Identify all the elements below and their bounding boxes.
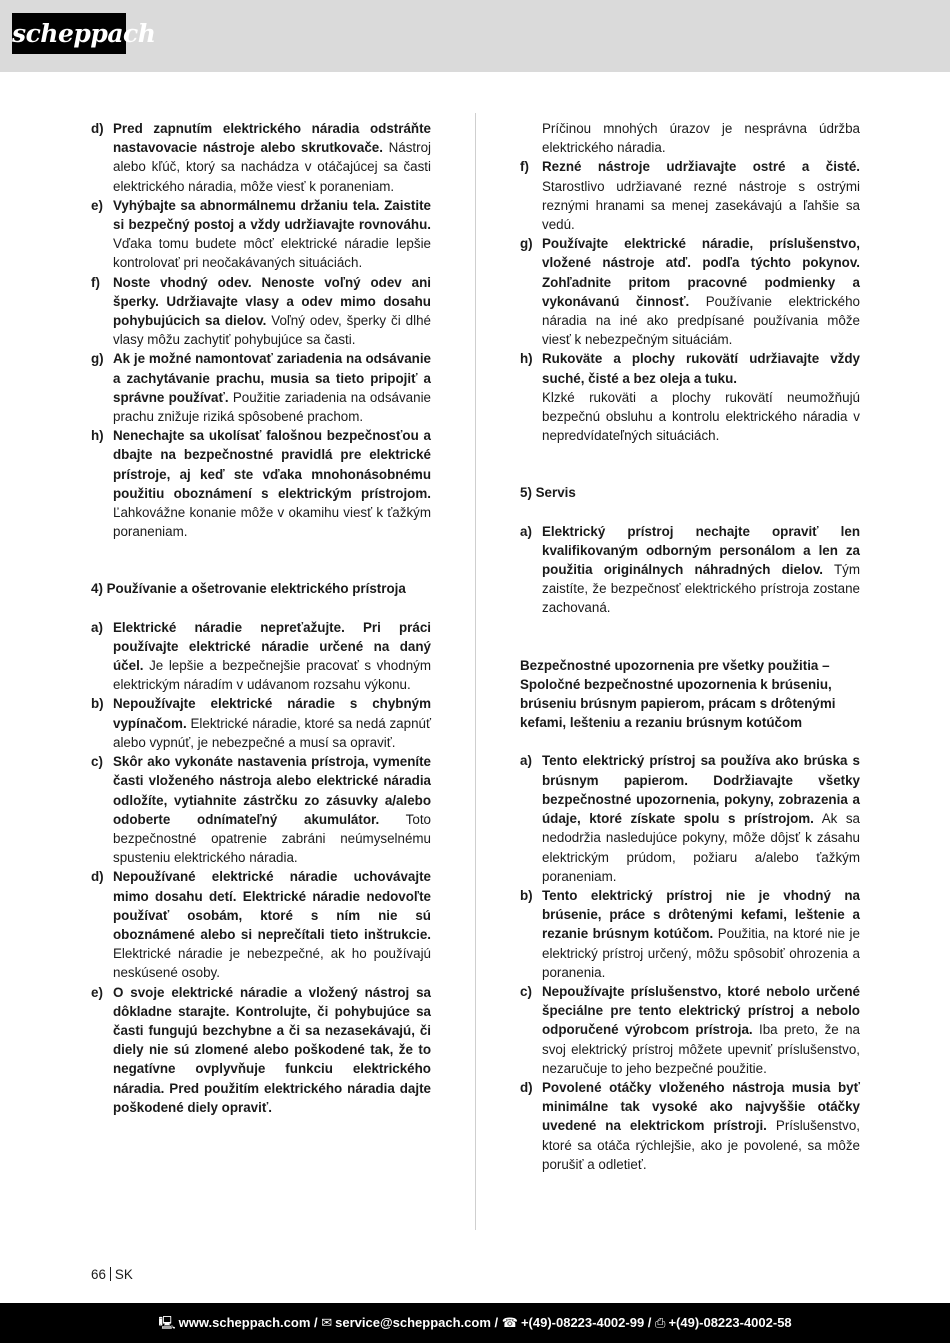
- list-item: [520, 751, 860, 885]
- item-label: d): [520, 1079, 533, 1095]
- h-continuation-text: Klzké rukoväti a plochy rukovätí neumožňujú bezpečnú obsluhu a kontrolu elektrického náradia v nepredvídateľných situáciách.: [542, 389, 860, 444]
- item-label: g): [91, 351, 104, 367]
- page-number: [91, 1265, 133, 1284]
- item-label: d): [91, 869, 104, 885]
- footer-phone: +(49)-08223-4002-99: [520, 1315, 645, 1330]
- item-text: Použitie zariadenia na odsávanie prachu znižuje riziká spôsobené prachom.: [113, 389, 431, 425]
- item-label: e): [91, 984, 103, 1000]
- item-text: Nástroj alebo kľúč, ktorý sa nachádza v otáčajúcej sa časti elektrického náradia, môže viesť k poraneniam.: [113, 140, 431, 194]
- computer-icon: 🖳: [158, 1315, 176, 1330]
- item-text: Iba preto, že na svoj elektrický prístroj môžete upevniť príslušenstvo, nezaručuje to jeho bezpečné použitie.: [542, 1022, 860, 1076]
- item-text: Príslušenstvo, ktoré sa otáča rýchlejšie, ako je povolené, sa môže porušiť a odletieť.: [542, 1118, 860, 1172]
- item-text: Elektrické náradie je nebezpečné, ak ho používajú neskúsené osoby.: [113, 946, 431, 981]
- page-number-value: 66: [91, 1267, 106, 1282]
- item-label: c): [520, 983, 532, 999]
- item-bold-text: Noste vhodný odev. Nenoste voľný odev ani šperky. Udržiavajte vlasy a odev mimo dosahu pohybujúcich sa dielov.: [113, 274, 431, 329]
- item-label: h): [520, 351, 533, 367]
- item-label: e): [91, 197, 103, 213]
- list-item: [91, 867, 431, 982]
- left-items-top: [91, 119, 431, 541]
- scheppach-logo: scheppach: [12, 13, 126, 54]
- item-bold-text: Rukoväte a plochy rukovätí udržiavajte vždy suché, čisté a bez oleja a tuku.: [542, 351, 860, 386]
- footer-mail[interactable]: service@scheppach.com: [335, 1315, 491, 1330]
- item-text: Použitia, na ktoré nie je elektrický prístroj určený, môžu spôsobiť ohrozenia a poranenia.: [542, 926, 860, 980]
- column-divider: [475, 113, 476, 1230]
- list-item: [91, 694, 431, 752]
- item-bold-text: Používajte elektrické náradie, príslušenstvo, vložené nástroje atď. podľa týchto pokynov. Zohľadnite pritom pracovné podmienky a vykonávanú činnosť.: [542, 236, 860, 309]
- list-item: [91, 752, 431, 867]
- list-item: [91, 618, 431, 695]
- fax-icon: ⎙: [655, 1315, 666, 1330]
- item-bold-text: Nepoužívajte príslušenstvo, ktoré nebolo určené špeciálne pre tento elektrický prístroj a nebolo odporučené výrobcom prístroja.: [542, 983, 860, 1038]
- item-label: b): [91, 696, 104, 712]
- item-bold-text: Rezné nástroje udržiavajte ostré a čisté.: [542, 159, 860, 175]
- item-bold-text: Tento elektrický prístroj sa používa ako brúska s brúsnym papierom. Dodržiavajte všetky bezpečnostné upozornenia, pokyny, zobrazenia a údaje, ktoré získate spolu s prístrojom.: [542, 753, 860, 827]
- item-bold-text: Elektrický prístroj nechajte opraviť len kvalifikovaným odborným personálom a len za použitia originálnych náhradných dielov.: [542, 523, 860, 578]
- safety-heading: Bezpečnostné upozornenia pre všetky použitia – Spoločné bezpečnostné upozornenia k brúseniu, brúseniu brúsnym papierom, prácam s drôtenými kefami, lešteniu a rezaniu brúsnym kotúčom: [520, 657, 836, 731]
- page-header: [0, 0, 950, 72]
- list-item: [520, 1078, 860, 1174]
- item-text: Starostlivo udržiavané rezné nástroje s ostrými reznými hranami sa menej zasekávajú a ľahšie sa vedú.: [542, 178, 860, 233]
- list-item: [91, 349, 431, 426]
- item-bold-text: Nepoužívajte elektrické náradie s chybným vypínačom.: [113, 696, 431, 731]
- right-items-top: [520, 157, 860, 387]
- item-text: Voľný odev, šperky či dlhé vlasy môžu zachytiť pohybujúce sa časti.: [113, 313, 432, 348]
- item-text: Je lepšie a bezpečnejšie pracovať s vhodným elektrickým náradím v udávanom rozsahu výkonu.: [113, 658, 431, 693]
- safety-items: [520, 751, 860, 1173]
- list-item: [520, 982, 860, 1078]
- language-code: SK: [114, 1267, 133, 1282]
- right-column: [520, 119, 860, 1174]
- item-bold-text: Pred zapnutím elektrického náradia odstráňte nastavovacie nástroje alebo skrutkovače.: [113, 121, 431, 156]
- section-5-items: [520, 522, 860, 618]
- item-label: h): [91, 428, 104, 444]
- item-text: Tým zaistíte, že bezpečnosť elektrického prístroja zostane zachovaná.: [542, 562, 860, 616]
- list-item: [91, 196, 431, 273]
- list-item: [91, 983, 431, 1117]
- footer-sep: /: [310, 1315, 322, 1330]
- item-bold-text: Ak je možné namontovať zariadenia na odsávanie a zachytávanie prachu, musia sa tieto pripojiť a správne používať.: [113, 351, 431, 405]
- item-label: f): [520, 159, 529, 175]
- list-item: [91, 119, 431, 196]
- list-item: [520, 349, 860, 387]
- item-label: b): [520, 887, 533, 903]
- section-4-items: [91, 618, 431, 1117]
- item-label: g): [520, 236, 533, 252]
- item-bold-text: Tento elektrický prístroj nie je vhodný na brúsenie, práce s drôtenými kefami, leštenie a rezanie brúsnym kotúčom.: [542, 887, 860, 942]
- item-label: a): [520, 753, 532, 769]
- footer-sep: /: [490, 1315, 502, 1330]
- item-bold-text: Skôr ako vykonáte nastavenia prístroja, vymeníte časti vloženého nástroja alebo elektrické náradia odložíte, vytiahnite zástrčku zo zásuvky a/alebo odoberte odnímateľný akumulátor.: [113, 754, 431, 827]
- item-text: Ľahkovážne konanie môže v okamihu viesť k ťažkým poraneniam.: [113, 505, 431, 540]
- page-footer: [0, 1303, 950, 1343]
- list-item: [520, 157, 860, 234]
- item-text: Toto bezpečnostné opatrenie zabráni neúmyselnému spusteniu elektrického náradia.: [113, 811, 431, 866]
- section-4-title: 4) Používanie a ošetrovanie elektrického prístroja: [91, 581, 406, 597]
- section-5-title: 5) Servis: [520, 485, 576, 501]
- list-item: [520, 234, 860, 349]
- item-label: a): [520, 523, 532, 539]
- item-text: Elektrické náradie, ktoré sa nedá zapnúť alebo vypnúť, je nebezpečné a musí sa opraviť.: [113, 715, 431, 750]
- phone-icon: ☎: [501, 1315, 518, 1330]
- footer-web[interactable]: www.scheppach.com: [178, 1315, 311, 1330]
- item-text: Používanie elektrického náradia na iné ako predpísané používania môže viesť k nebezpečným situáciám.: [542, 293, 860, 348]
- item-text: Ak sa nedodržia nasledujúce pokyny, môže dôjsť k zásahu elektrickým prúdom, požiaru a/alebo ťažkým poraneniam.: [542, 811, 860, 884]
- item-bold-text: Vyhýbajte sa abnormálnemu držaniu tela. Zaistite si bezpečný postoj a vždy udržiavajte rovnováhu.: [113, 197, 431, 233]
- footer-sep: /: [644, 1315, 656, 1330]
- item-bold-text: Povolené otáčky vloženého nástroja musia byť minimálne tak vysoké ako najvyššie otáčky uvedené na elektrickom prístroji.: [542, 1079, 860, 1134]
- item-text: Vďaka tomu budete môcť elektrické náradie lepšie kontrolovať pri neočakávaných situáciách.: [113, 236, 431, 271]
- item-bold-text: Nenechajte sa ukolísať falošnou bezpečnosťou a dbajte na bezpečnostné pravidlá pre elektrické prístroje, aj keď ste vďaka mnohonásobnému použitiu oboznámení s elektrickým prístrojom.: [113, 428, 431, 501]
- list-item: [520, 522, 860, 618]
- list-item: [91, 426, 431, 541]
- mail-icon: ✉: [321, 1315, 333, 1330]
- left-column: [91, 119, 431, 1117]
- item-label: d): [91, 121, 104, 136]
- item-label: f): [91, 274, 100, 290]
- list-item: [520, 886, 860, 982]
- continuation-text: Príčinou mnohých úrazov je nesprávna údržba elektrického náradia.: [542, 121, 860, 156]
- item-label: c): [91, 754, 103, 770]
- page-number-separator: [110, 1267, 111, 1281]
- item-bold-text: O svoje elektrické náradie a vložený nástroj sa dôkladne starajte. Kontrolujte, či pohybujúce sa časti fungujú bezchybne a či sa nezasekávajú, či diely nie sú zlomené alebo poškodené tak, že to negatívne ovplyvňuje funkciu elektrického náradia. Pred použitím elektrického náradia dajte poškodené diely opraviť.: [113, 984, 431, 1115]
- item-label: a): [91, 619, 103, 635]
- item-bold-text: Elektrické náradie nepreťažujte. Pri práci používajte elektrické náradie určené na daný účel.: [113, 619, 431, 674]
- item-bold-text: Nepoužívané elektrické náradie uchovávajte mimo dosahu detí. Elektrické náradie nedovoľte používať osobám, ktoré s ním nie sú oboznámené alebo si neprečítali tieto inštrukcie.: [113, 869, 431, 942]
- list-item: [91, 273, 431, 350]
- footer-fax: +(49)-08223-4002-58: [668, 1315, 792, 1330]
